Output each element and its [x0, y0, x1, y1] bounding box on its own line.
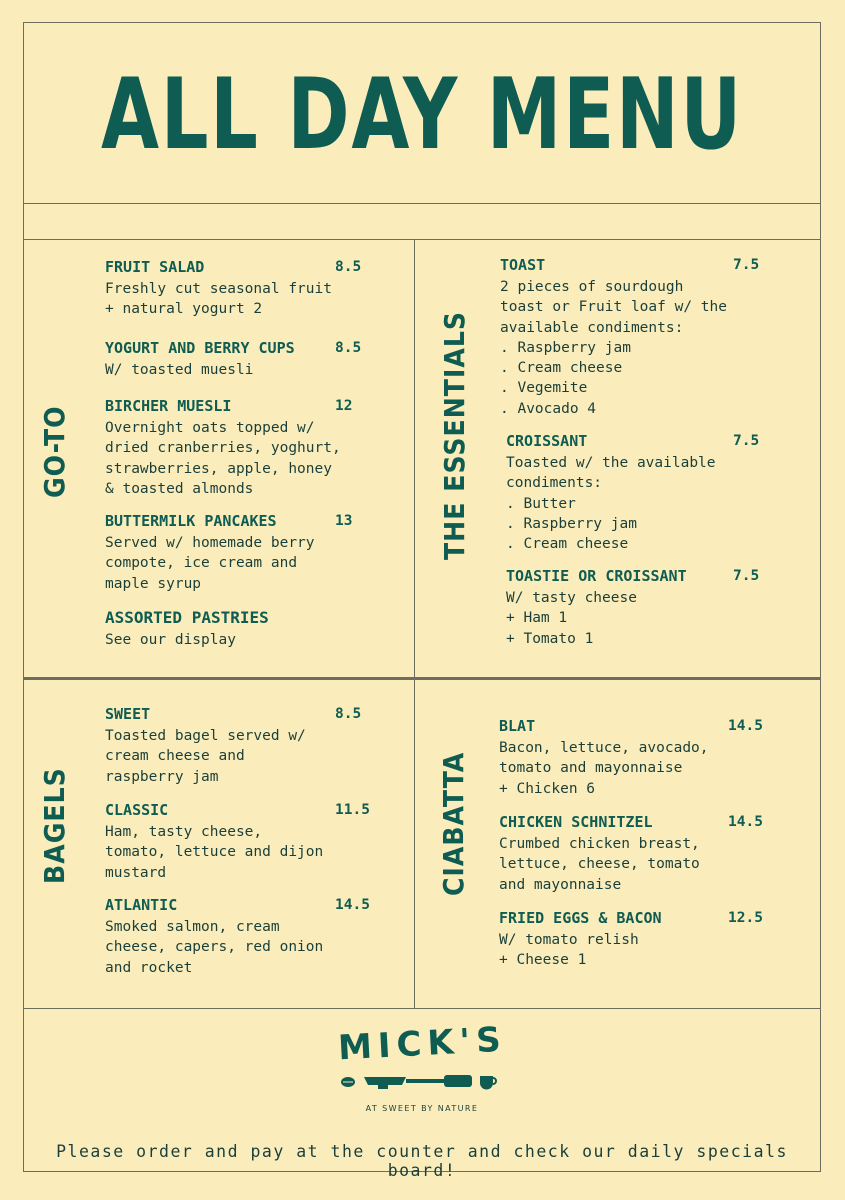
item-name: BIRCHER MUESLI — [105, 397, 232, 415]
item-description: 2 pieces of sourdough toast or Fruit loaf w/ the available condiments: . Raspberry jam . Cream cheese . Vegemite . Avocado 4 — [500, 279, 727, 417]
menu-item — [105, 705, 405, 787]
item-name: SWEET — [105, 705, 151, 723]
item-description: W/ tasty cheese + Ham 1 + Tomato 1 — [506, 590, 637, 647]
menu-item — [506, 567, 800, 649]
item-name: ATLANTIC — [105, 896, 178, 914]
item-name: FRIED EGGS & BACON — [499, 909, 662, 927]
menu-item — [105, 608, 405, 650]
divider-middle — [23, 677, 821, 680]
item-name: YOGURT AND BERRY CUPS — [105, 339, 295, 357]
coffee-machine-icon — [23, 1070, 821, 1100]
item-description: W/ toasted muesli — [105, 362, 254, 378]
brand-logo — [23, 1019, 821, 1113]
item-description: Bacon, lettuce, avocado, tomato and mayonnaise + Chicken 6 — [499, 740, 709, 797]
item-price: 14.5 — [335, 897, 370, 913]
item-description: See our display — [105, 632, 236, 648]
logo-name: MICK'S — [336, 1019, 508, 1069]
item-name: TOASTIE OR CROISSANT — [506, 567, 687, 585]
section-label-bagels: BAGELS — [38, 767, 71, 884]
divider-title — [23, 203, 821, 204]
menu-item — [105, 258, 405, 320]
menu-item — [105, 512, 405, 594]
item-price: 14.5 — [728, 718, 763, 734]
item-description: Overnight oats topped w/ dried cranberries, yoghurt, strawberries, apple, honey & toasted almonds — [105, 420, 341, 497]
item-price: 8.5 — [335, 706, 362, 722]
item-description: Toasted bagel served w/ cream cheese and raspberry jam — [105, 728, 306, 785]
item-name: TOAST — [500, 256, 546, 274]
menu-item — [499, 813, 799, 895]
item-description: Smoked salmon, cream cheese, capers, red onion and rocket — [105, 919, 324, 976]
item-price: 7.5 — [733, 433, 760, 449]
item-price: 11.5 — [335, 802, 370, 818]
item-price: 8.5 — [335, 259, 362, 275]
divider-footer — [23, 1008, 821, 1009]
section-label-essentials: THE ESSENTIALS — [438, 310, 471, 560]
item-name: CHICKEN SCHNITZEL — [499, 813, 653, 831]
item-name: BUTTERMILK PANCAKES — [105, 512, 277, 530]
item-description: Served w/ homemade berry compote, ice cream and maple syrup — [105, 535, 315, 592]
item-name: CROISSANT — [506, 432, 588, 450]
item-price: 7.5 — [733, 568, 760, 584]
item-price: 7.5 — [733, 257, 760, 273]
logo-tagline: AT SWEET BY NATURE — [365, 1104, 479, 1113]
section-label-goto: GO-TO — [38, 405, 71, 498]
item-description: W/ tomato relish + Cheese 1 — [499, 932, 639, 969]
item-name: CLASSIC — [105, 801, 169, 819]
item-description: Freshly cut seasonal fruit + natural yogurt 2 — [105, 281, 332, 318]
item-price: 13 — [335, 513, 353, 529]
item-name: BLAT — [499, 717, 536, 735]
page-title: ALL DAY MENU — [101, 58, 743, 172]
menu-item — [500, 256, 800, 419]
menu-item — [105, 397, 405, 499]
item-description: Ham, tasty cheese, tomato, lettuce and dijon mustard — [105, 824, 324, 881]
item-price: 8.5 — [335, 340, 362, 356]
footer-note: Please order and pay at the counter and check our daily specials board! — [56, 1142, 788, 1180]
item-price: 12.5 — [728, 910, 763, 926]
item-description: Crumbed chicken breast, lettuce, cheese, tomato and mayonnaise — [499, 836, 700, 893]
menu-item — [506, 432, 800, 554]
menu-item — [105, 801, 405, 883]
menu-item — [105, 896, 405, 978]
divider-vertical — [414, 239, 415, 1008]
section-label-ciabatta: CIABATTA — [437, 751, 470, 896]
item-description: Toasted w/ the available condiments: . Butter . Raspberry jam . Cream cheese — [506, 455, 716, 553]
menu-item — [499, 909, 799, 971]
item-price: 14.5 — [728, 814, 763, 830]
menu-item — [499, 717, 799, 799]
item-name: FRUIT SALAD — [105, 258, 205, 276]
item-name: ASSORTED PASTRIES — [105, 608, 269, 627]
menu-item — [105, 339, 405, 380]
divider-header-band — [23, 239, 821, 240]
item-price: 12 — [335, 398, 353, 414]
